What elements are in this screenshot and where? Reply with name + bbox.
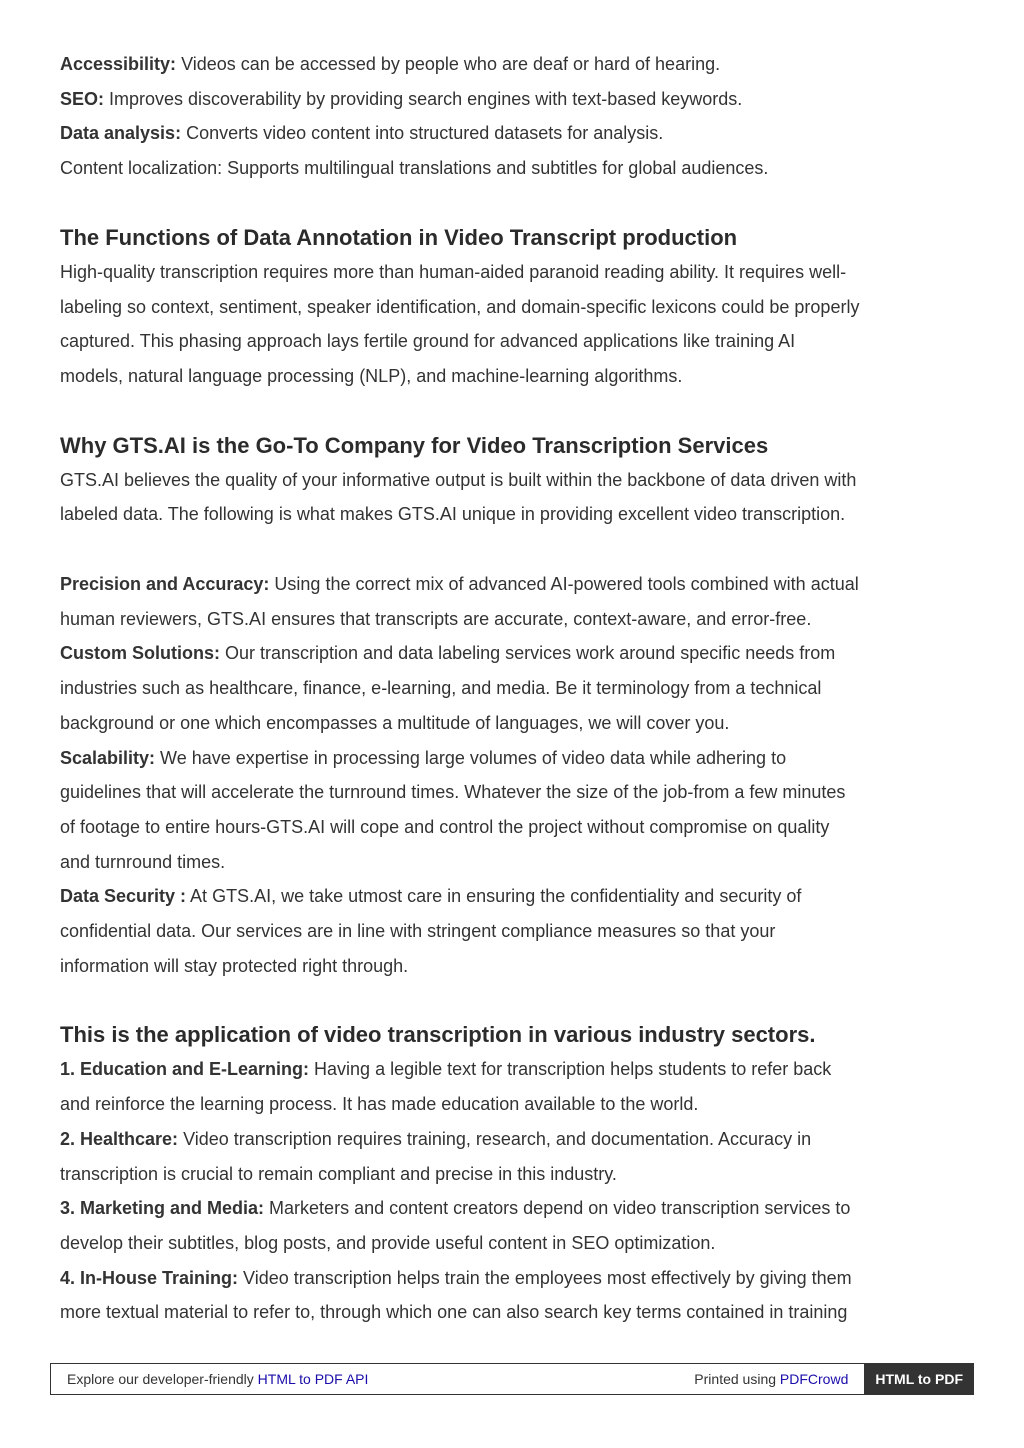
feature-label: Precision and Accuracy: — [60, 574, 270, 595]
text-line: transcription is crucial to remain compliant and precise in this industry. — [60, 1163, 617, 1184]
industry-item — [60, 1122, 970, 1191]
industry-label: 4. In-House Training: — [60, 1267, 239, 1288]
industry-text: Having a legible text for transcription helps students to refer back — [309, 1059, 832, 1080]
intro-item — [60, 116, 970, 151]
text-line — [60, 1261, 970, 1296]
pdfcrowd-footer — [50, 1363, 974, 1395]
intro-item — [60, 151, 970, 186]
industry-text: Video transcription helps train the employees most effectively by giving them — [238, 1267, 852, 1288]
text-line: and reinforce the learning process. It has made education available to the world. — [60, 1094, 699, 1115]
feature-list — [60, 567, 970, 983]
text-line: models, natural language processing (NLP), and machine-learning algorithms. — [60, 365, 683, 386]
text-line: confidential data. Our services are in line with stringent compliance measures so that your — [60, 921, 776, 942]
section-heading: Why GTS.AI is the Go-To Company for Video Transcription Services — [60, 432, 769, 458]
intro-list — [60, 47, 970, 186]
intro-item-text: Improves discoverability by providing search engines with text-based keywords. — [104, 88, 743, 109]
text-line: human reviewers, GTS.AI ensures that transcripts are accurate, context-aware, and error-free. — [60, 608, 812, 629]
feature-item — [60, 636, 970, 740]
text-line: more textual material to refer to, through which one can also search key terms contained in training — [60, 1302, 848, 1323]
text-line: of footage to entire hours-GTS.AI will cope and control the project without compromise on quality — [60, 816, 830, 837]
section-paragraph — [60, 463, 970, 532]
pdfcrowd-link[interactable]: PDFCrowd — [779, 1371, 849, 1387]
footer-explore-text: Explore our developer-friendly — [67, 1371, 258, 1387]
spacer — [60, 532, 970, 567]
text-line: industries such as healthcare, finance, e-learning, and media. Be it terminology from a technical — [60, 678, 822, 699]
text-line — [60, 1122, 970, 1157]
intro-item-text: Content localization: Supports multilingual translations and subtitles for global audiences. — [60, 158, 769, 179]
footer-explore — [51, 1371, 694, 1387]
industry-label: 1. Education and E-Learning: — [60, 1059, 310, 1080]
text-line — [60, 1191, 970, 1226]
text-line — [60, 1052, 970, 1087]
industry-text: Marketers and content creators depend on video transcription services to — [264, 1198, 851, 1219]
text-line: captured. This phasing approach lays fertile ground for advanced applications like training AI — [60, 331, 796, 352]
section-paragraph — [60, 255, 970, 394]
feature-text: Using the correct mix of advanced AI-powered tools combined with actual — [269, 574, 859, 595]
text-line — [60, 741, 970, 776]
text-line — [60, 879, 970, 914]
industry-text: Video transcription requires training, research, and documentation. Accuracy in — [178, 1128, 812, 1149]
intro-item-label: SEO: — [60, 88, 105, 109]
text-line: labeling so context, sentiment, speaker identification, and domain-specific lexicons could be properly — [60, 296, 860, 317]
spacer — [60, 983, 970, 1018]
intro-item — [60, 47, 970, 82]
feature-label: Scalability: — [60, 747, 156, 768]
industry-list — [60, 1052, 970, 1330]
text-line: labeled data. The following is what makes GTS.AI unique in providing excellent video transcription. — [60, 504, 846, 525]
industry-item — [60, 1261, 970, 1330]
text-line: information will stay protected right through. — [60, 955, 409, 976]
intro-item-label: Accessibility: — [60, 54, 177, 74]
text-line: High-quality transcription requires more than human-aided paranoid reading ability. It requires well- — [60, 261, 847, 282]
industry-item — [60, 1191, 970, 1260]
text-line: guidelines that will accelerate the turnround times. Whatever the size of the job-from a few minutes — [60, 782, 846, 803]
text-line: develop their subtitles, blog posts, and provide useful content in SEO optimization. — [60, 1232, 716, 1253]
footer-printed — [694, 1371, 864, 1387]
feature-item — [60, 879, 970, 983]
spacer — [60, 394, 970, 429]
feature-item — [60, 567, 970, 636]
intro-item-label: Data analysis: — [60, 123, 182, 144]
industry-label: 2. Healthcare: — [60, 1128, 179, 1149]
feature-item — [60, 741, 970, 880]
spacer — [60, 186, 970, 221]
industry-label: 3. Marketing and Media: — [60, 1198, 265, 1219]
feature-label: Data Security : — [60, 886, 187, 907]
text-line: background or one which encompasses a multitude of languages, we will cover you. — [60, 712, 730, 733]
text-line: GTS.AI believes the quality of your informative output is built within the backbone of data driven with — [60, 469, 857, 490]
text-line: and turnround times. — [60, 851, 226, 872]
html-to-pdf-badge[interactable]: HTML to PDF — [864, 1363, 974, 1395]
industry-item — [60, 1052, 970, 1121]
intro-item — [60, 82, 970, 117]
feature-label: Custom Solutions: — [60, 643, 220, 664]
feature-text: Our transcription and data labeling services work around specific needs from — [220, 643, 836, 664]
text-line — [60, 567, 970, 602]
feature-text: We have expertise in processing large volumes of video data while adhering to — [155, 747, 787, 768]
section-heading: This is the application of video transcription in various industry sectors. — [60, 1022, 816, 1048]
footer-printed-text: Printed using — [694, 1371, 780, 1387]
intro-item-text: Converts video content into structured datasets for analysis. — [181, 123, 664, 144]
html-to-pdf-api-link[interactable]: HTML to PDF API — [257, 1371, 369, 1387]
document-body — [60, 47, 970, 1330]
text-line — [60, 636, 970, 671]
section-heading: The Functions of Data Annotation in Video Transcript production — [60, 224, 738, 250]
feature-text: At GTS.AI, we take utmost care in ensuring the confidentiality and security of — [186, 886, 802, 907]
intro-item-text: Videos can be accessed by people who are deaf or hard of hearing. — [176, 54, 721, 74]
